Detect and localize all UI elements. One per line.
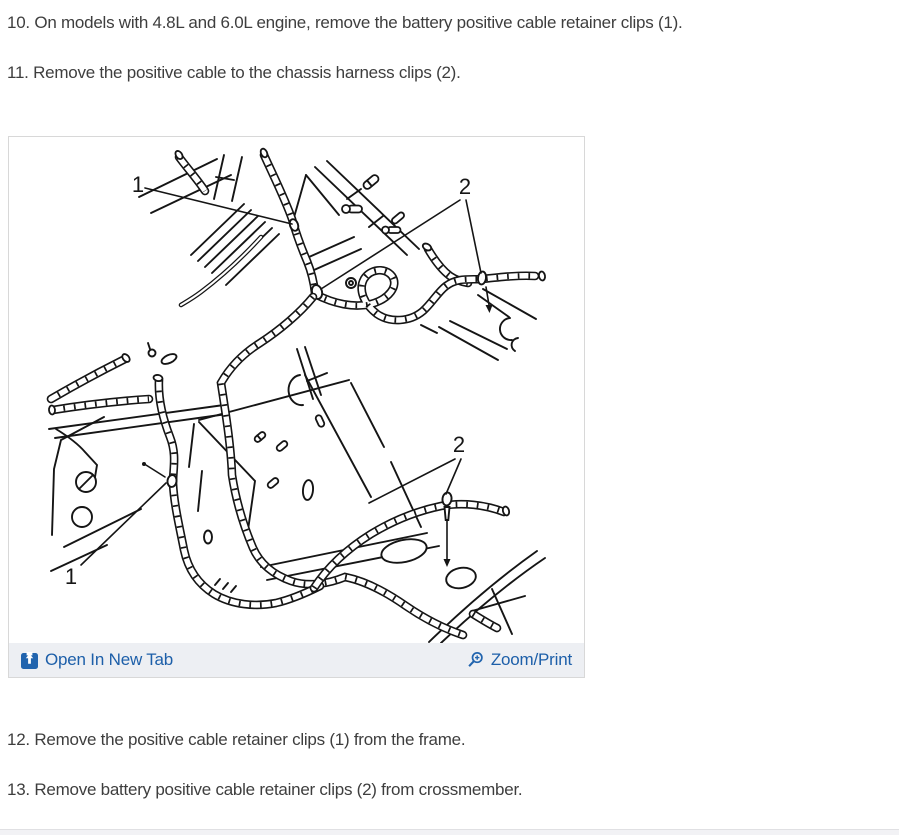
- callout-bottom-1: 1: [64, 564, 78, 589]
- step-13: [7, 780, 522, 800]
- open-in-new-tab-link[interactable]: [21, 650, 173, 670]
- open-in-new-tab-icon: [21, 652, 38, 669]
- wiring-illustration: [9, 137, 584, 643]
- frame-retainer-clip: [167, 474, 178, 487]
- loose-stud: [391, 211, 406, 225]
- figure-toolbar: [9, 643, 584, 677]
- step-text: Remove battery positive cable retainer clips (2) from crossmember.: [34, 780, 523, 799]
- retainer-clip: [288, 218, 300, 232]
- callout-bottom-2: 2: [452, 432, 466, 457]
- loose-bolt: [342, 205, 362, 213]
- step-text: On models with 4.8L and 6.0L engine, remove the battery positive cable retainer clips (1).: [34, 13, 683, 32]
- step-text: Remove the positive cable to the chassis harness clips (2).: [33, 63, 461, 82]
- zoom-print-link[interactable]: [466, 650, 572, 670]
- zoom-print-label: Zoom/Print: [490, 650, 572, 669]
- section-divider: [0, 829, 899, 835]
- step-12: [7, 730, 465, 750]
- step-number: 12.: [7, 730, 30, 749]
- step-number: 10.: [7, 13, 30, 32]
- zoom-magnifier-icon: [466, 651, 484, 669]
- callout-top-2: 2: [458, 174, 472, 199]
- step-11: [7, 63, 461, 83]
- step-text: Remove the positive cable retainer clips (1) from the frame.: [34, 730, 466, 749]
- step-number: 13.: [7, 780, 30, 799]
- crossmember-slot: [379, 535, 429, 566]
- open-in-new-tab-label: Open In New Tab: [45, 650, 174, 669]
- figure-panel: [8, 136, 585, 678]
- loose-bolt: [382, 227, 401, 234]
- crossmember-slot: [444, 565, 478, 591]
- loose-stud: [362, 174, 380, 191]
- crossmember-retainer-clip: [442, 492, 453, 506]
- step-10: [7, 13, 682, 33]
- top-figure-cables: [174, 148, 546, 320]
- step-number: 11.: [7, 63, 29, 82]
- callout-top-1: 1: [131, 172, 145, 197]
